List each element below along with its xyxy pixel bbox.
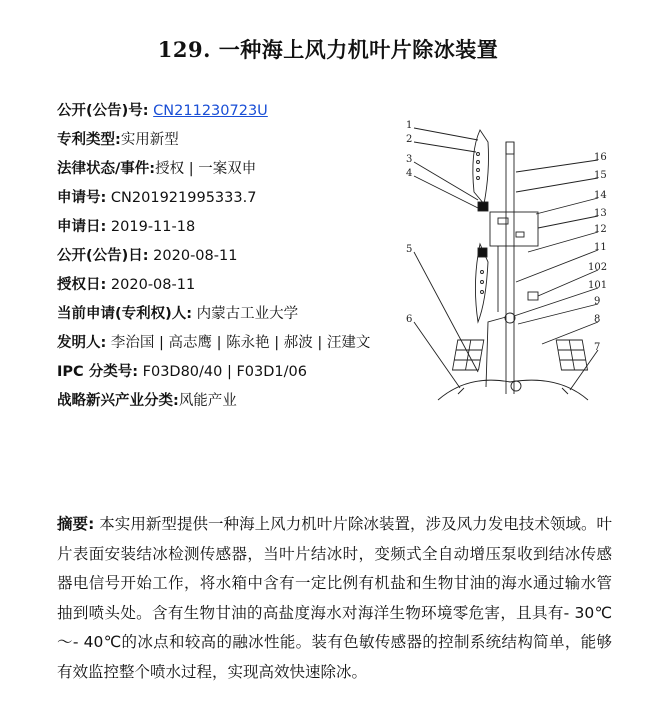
figure-label: 15 (594, 170, 607, 181)
field-pub-no (57, 97, 387, 126)
abstract (57, 510, 612, 687)
field-label: 法律状态/事件: (57, 161, 156, 177)
figure-label: 7 (594, 342, 601, 353)
field-label: 战略新兴产业分类: (57, 393, 179, 409)
field-ipc (57, 358, 387, 387)
field-legal-status (57, 155, 387, 184)
field-inventors (57, 329, 387, 358)
field-industry (57, 387, 387, 416)
figure-label: 9 (594, 296, 601, 307)
field-value: 实用新型 (120, 132, 179, 148)
page-title: 129. 一种海上风力机叶片除冰装置 (157, 37, 499, 62)
field-value: 2020-08-11 (110, 277, 196, 293)
field-label: 公开(公告)号: (57, 103, 149, 119)
field-label: 公开(公告)日: (57, 248, 149, 264)
field-value: 李治国 | 高志鹰 | 陈永艳 | 郝波 | 汪建文 (110, 335, 371, 351)
field-value: 内蒙古工业大学 (196, 306, 299, 322)
figure-label: 14 (594, 190, 607, 201)
field-value: 2020-08-11 (153, 248, 238, 264)
field-label: 当前申请(专利权)人: (57, 306, 193, 322)
field-label: 申请号: (57, 190, 107, 206)
field-app-no (57, 184, 387, 213)
field-value: 授权 | 一案双申 (155, 161, 257, 177)
field-app-date (57, 213, 387, 242)
abstract-label: 摘要: (57, 515, 95, 533)
pub-no-link[interactable]: CN211230723U (153, 103, 268, 119)
field-applicant (57, 300, 387, 329)
field-grant-date (57, 271, 387, 300)
field-label: 授权日: (57, 277, 107, 293)
field-label: 发明人: (57, 335, 107, 351)
figure-label: 102 (588, 262, 608, 273)
field-patent-type (57, 126, 387, 155)
field-value: F03D80/40 | F03D1/06 (142, 364, 307, 380)
figure-label: 11 (594, 242, 607, 253)
field-value: 风能产业 (178, 393, 237, 409)
field-pub-date (57, 242, 387, 271)
patent-fields (57, 97, 387, 416)
figure-label: 3 (406, 154, 413, 165)
abstract-text: 本实用新型提供一种海上风力机叶片除冰装置，涉及风力发电技术领域。叶片表面安装结冰检测传感器，当叶片结冰时，变频式全自动增压泵收到结冰传感器电信号开始工作，将水箱中含有一定比例有机盐和生物甘油的海水通过输水管抽到喷头处。含有生物甘油的高盐度海水对海洋生物环境零危害，且具有- 30℃～- 40℃的冰点和较高的融冰性能。装有色敏传感器的控制系统结构简单，能够有效监控整个喷水过程，实现高效快速除冰。 (57, 515, 612, 681)
figure-label: 13 (594, 208, 607, 219)
field-label: 申请日: (57, 219, 107, 235)
figure-label: 5 (406, 244, 413, 255)
field-value: CN201921995333.7 (110, 190, 257, 206)
figure-label: 101 (588, 280, 608, 291)
figure-label: 1 (406, 120, 413, 131)
figure-label: 12 (594, 224, 607, 235)
figure-label: 8 (594, 314, 601, 325)
field-label: IPC 分类号: (57, 364, 139, 380)
figure-label: 16 (594, 152, 607, 163)
figure-label: 4 (406, 168, 413, 179)
field-label: 专利类型: (57, 132, 121, 148)
patent-drawing (398, 112, 618, 402)
figure-label: 2 (406, 134, 413, 145)
figure-label: 6 (406, 314, 413, 325)
field-value: 2019-11-18 (110, 219, 196, 235)
